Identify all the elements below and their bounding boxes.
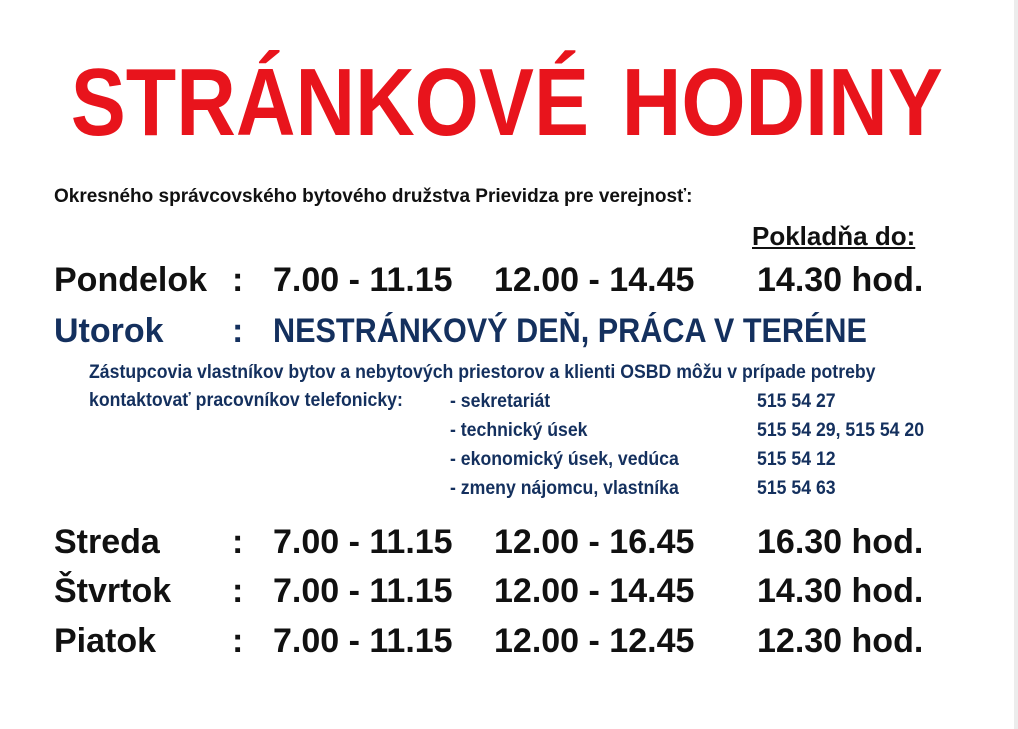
separator-colon: : [232, 261, 244, 299]
cash-until: 14.30 hod. [757, 261, 924, 299]
schedule-row-friday [0, 621, 1010, 661]
contact-row [0, 416, 1010, 446]
contact-row [0, 474, 1010, 504]
contact-phone: 515 54 63 [757, 478, 836, 499]
time-slot-1: 7.00 - 11.15 [273, 622, 453, 660]
contact-department: - zmeny nájomcu, vlastníka [450, 478, 679, 499]
page-title [70, 48, 943, 158]
info-text-line-1: Zástupcovia vlastníkov bytov a nebytových priestorov a klienti OSBD môžu v prípade potreby [89, 362, 876, 383]
cash-header: Pokladňa do: [752, 221, 916, 251]
separator-colon: : [232, 312, 244, 350]
separator-colon: : [232, 622, 244, 660]
subtitle: Okresného správcovského bytového družstva Prievidza pre verejnosť: [54, 186, 693, 207]
contact-phone: 515 54 27 [757, 391, 836, 412]
day-label: Piatok [54, 622, 157, 660]
time-slot-1: 7.00 - 11.15 [273, 572, 453, 610]
contact-department: - sekretariát [450, 391, 551, 412]
cash-until: 14.30 hod. [757, 572, 924, 610]
contact-row [0, 387, 1010, 417]
cash-until: 12.30 hod. [757, 622, 924, 660]
schedule-row-tuesday [0, 311, 1010, 351]
schedule-row-wednesday [0, 522, 1010, 562]
time-slot-1: 7.00 - 11.15 [273, 261, 453, 299]
day-label: Pondelok [54, 261, 208, 299]
schedule-row-monday [0, 260, 1010, 300]
time-slot-2: 12.00 - 16.45 [494, 523, 695, 561]
title-word-2: HODINY [621, 49, 943, 156]
time-slot-2: 12.00 - 12.45 [494, 622, 695, 660]
cash-until: 16.30 hod. [757, 523, 924, 561]
time-slot-2: 12.00 - 14.45 [494, 572, 695, 610]
day-label: Streda [54, 523, 160, 561]
title-word-1: STRÁNKOVÉ [70, 49, 590, 156]
schedule-row-thursday [0, 571, 1010, 611]
separator-colon: : [232, 572, 244, 610]
separator-colon: : [232, 523, 244, 561]
contact-row [0, 445, 1010, 475]
contact-phone: 515 54 29, 515 54 20 [757, 420, 925, 441]
time-slot-2: 12.00 - 14.45 [494, 261, 695, 299]
day-label: Utorok [54, 312, 164, 350]
day-label: Štvrtok [54, 572, 172, 610]
contact-department: - ekonomický úsek, vedúca [450, 449, 679, 470]
info-text-line-2: kontaktovať pracovníkov telefonicky: [89, 390, 403, 411]
contact-phone: 515 54 12 [757, 449, 836, 470]
no-office-day-note: NESTRÁNKOVÝ DEŇ, PRÁCA V TERÉNE [273, 312, 867, 350]
page-edge [1014, 0, 1018, 729]
time-slot-1: 7.00 - 11.15 [273, 523, 453, 561]
contact-department: - technický úsek [450, 420, 588, 441]
